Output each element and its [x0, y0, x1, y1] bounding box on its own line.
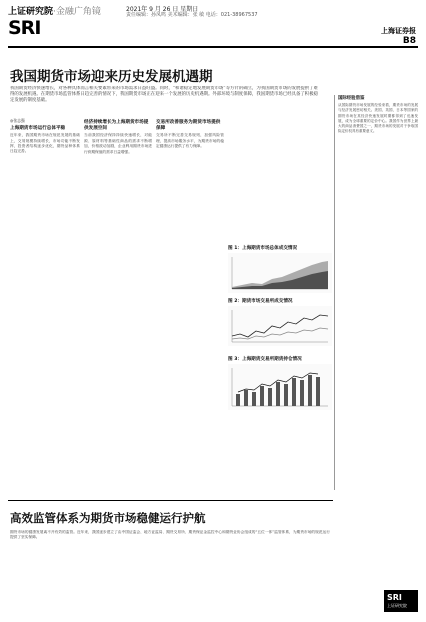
figure-2: [228, 298, 332, 346]
issue-date: 2021年 9 月 26 日 星期日: [126, 6, 199, 13]
line-series: [232, 315, 328, 337]
figure-caption: 图 2：期货市场交易所成交情况: [228, 299, 293, 304]
header-rule: [8, 46, 418, 48]
line-series: [232, 328, 328, 339]
bar: [236, 394, 240, 406]
sidebar-title: 国际经验借鉴: [338, 96, 365, 101]
bar: [276, 382, 280, 406]
figure-3: [228, 356, 332, 410]
bar: [316, 377, 320, 406]
section-rule: [8, 500, 333, 501]
text-column-3: [156, 118, 224, 496]
bar: [284, 384, 288, 406]
section-body: 当前我国经济保持持续快速增长，对能源、原材料等基础性商品的需求不断增加，价格波动加剧，企业利用期货市场进行套期保值的需求日益增强。: [84, 133, 152, 154]
figure-3-chart: [228, 364, 332, 410]
figure-caption: 图 3：上海期货交易所期货持仓情况: [228, 357, 302, 362]
editor-line: 责任编辑：孙凤鸣 美术编辑：张 敏 电话：021-38967537: [126, 12, 258, 18]
brand-name: 上证研究院·金融广角镜: [8, 7, 101, 17]
sidebar-body: 从国际期货市场发展的经验来看，期货市场的发展与经济发展密切相关。美国、英国、日本等国家的期货市场在其经济快速发展时期都得到了迅速发展，成为全球重要的定价中心。我国作为世界上最大的商品消费国之一，期货市场的发展对于争取国际定价权具有重要意义。: [338, 103, 418, 134]
newspaper-name: 上海证券报: [381, 27, 416, 35]
byline: ◎张志强: [10, 118, 25, 123]
bar: [260, 386, 264, 406]
sub-article-title: 高效监管体系为期货市场稳健运行护航: [10, 511, 206, 525]
column-divider: [334, 95, 335, 490]
bar: [292, 378, 296, 406]
article-lead: 我国期货经济快速增长，对各种具体而言相关要素带来的市场需求日益旺盛。同时，“和谐稳定地发展期货市场”等方针的确立，为我国期货市场的发展提供了难得的发展机遇。在期货市场监管体系日趋完善的情况下，我国期货市场正在迎来一个发展的历史机遇期。外部环境与制度保障，我国期货市场已经具备了积极稳定发展的制度基础。: [10, 86, 318, 104]
text-column-2: [84, 118, 152, 496]
section-heading: 上海期货市场运行总体平稳: [10, 126, 66, 131]
sidebar-column: [338, 95, 418, 490]
logo-mark: SRI: [387, 593, 402, 602]
section-body: 交易所不断完善交易规则，加强风险管理，提高市场服务水平，为期货市场的稳定健康运行提供了有力保障。: [156, 133, 224, 149]
sri-logo: [384, 590, 418, 612]
section-heading: 经济持续增长为上海期货市场提供发展空间: [84, 120, 149, 132]
logo-text: 上证研究院: [387, 603, 407, 608]
bar: [308, 375, 312, 406]
sub-article-text: 期货市场的健康发展离不开有效的监管。近年来，我国逐步建立了由中国证监会、地方证监局、期货交易所、期货保证金监控中心和期货业协会组成的“五位一体”监管体系，为期货市场的规范运行提供了坚实保障。: [10, 530, 330, 540]
section-body: 近年来，我国期货市场在规范发展的基础上，交易规模持续增长，市场功能不断发挥，投资者结构逐步优化，期货品种体系日趋完善。: [10, 133, 80, 154]
page-number: B8: [402, 36, 416, 46]
bar: [244, 390, 248, 406]
section-heading: 交易所改善服务为期货市场提供保障: [156, 120, 221, 132]
bar: [300, 380, 304, 406]
bar: [268, 388, 272, 406]
figure-2-chart: [228, 306, 332, 346]
brand-logo: SRI: [8, 17, 41, 39]
article-title: 我国期货市场迎来历史发展机遇期: [10, 69, 213, 85]
bar: [252, 392, 256, 406]
figure-1: [228, 245, 332, 293]
sub-article-body: [10, 530, 330, 612]
figure-1-chart: [228, 253, 332, 293]
figure-caption: 图 1：上海期货市场总体成交情况: [228, 246, 298, 251]
text-column-1: [10, 118, 80, 496]
masthead: [8, 4, 418, 44]
